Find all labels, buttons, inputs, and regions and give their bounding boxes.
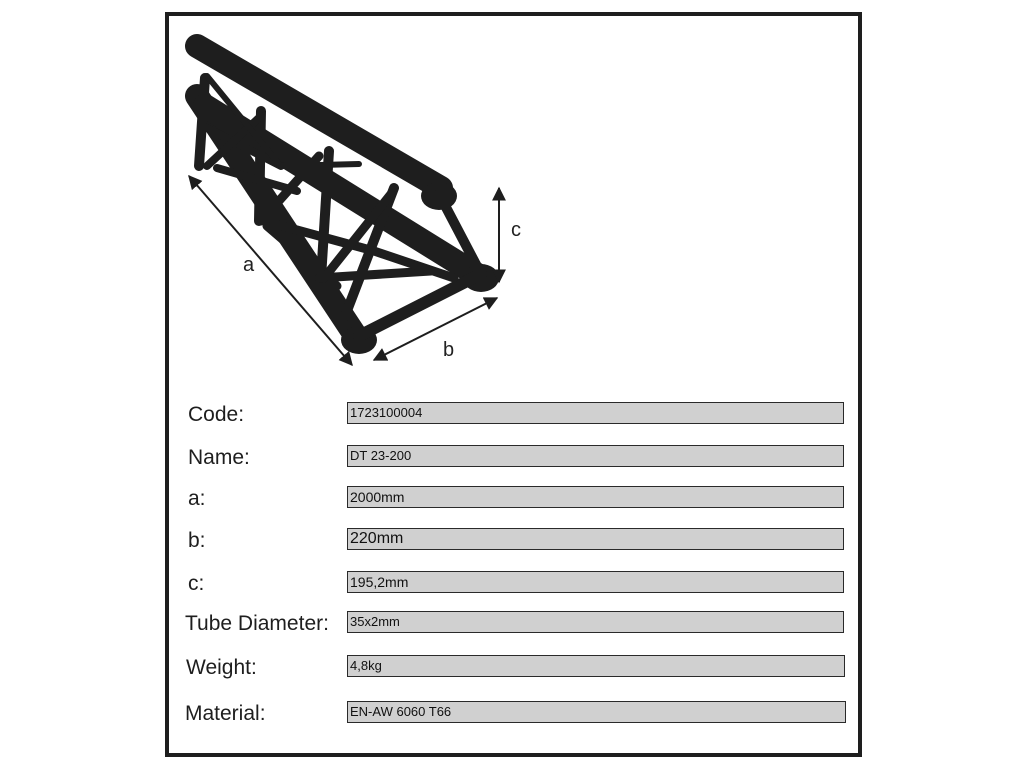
spec-row-c (169, 571, 858, 597)
spec-row-name (169, 445, 858, 471)
spec-row-b (169, 528, 858, 554)
spec-label: Code: (188, 403, 245, 426)
spec-label: b: (188, 529, 206, 552)
truss-diagram (169, 16, 858, 396)
truss-illustration (197, 46, 499, 354)
spec-sheet-frame (165, 12, 862, 757)
spec-row-weight (169, 655, 858, 681)
spec-label: c: (188, 572, 205, 595)
spec-row-material (169, 701, 858, 727)
spec-row-tube-diameter (169, 611, 858, 637)
spec-value-field: 4,8kg (347, 655, 845, 677)
spec-label: Weight: (186, 656, 257, 679)
spec-label: a: (188, 487, 206, 510)
spec-value-field: DT 23-200 (347, 445, 844, 467)
dimension-a-label: a (243, 254, 255, 276)
spec-row-code (169, 402, 858, 428)
dimension-c-label: c (511, 219, 521, 241)
spec-row-a (169, 486, 858, 512)
spec-value-field: 1723100004 (347, 402, 844, 424)
spec-label: Name: (188, 446, 250, 469)
spec-value-field: 35x2mm (347, 611, 844, 633)
spec-value-field: 195,2mm (347, 571, 844, 593)
dimension-b-arrow (374, 298, 497, 360)
spec-value-field: 2000mm (347, 486, 844, 508)
spec-label: Tube Diameter: (185, 612, 329, 635)
spec-label: Material: (185, 702, 266, 725)
spec-value-field: EN-AW 6060 T66 (347, 701, 846, 723)
spec-value-field: 220mm (347, 528, 844, 550)
dimension-b-label: b (443, 339, 455, 361)
